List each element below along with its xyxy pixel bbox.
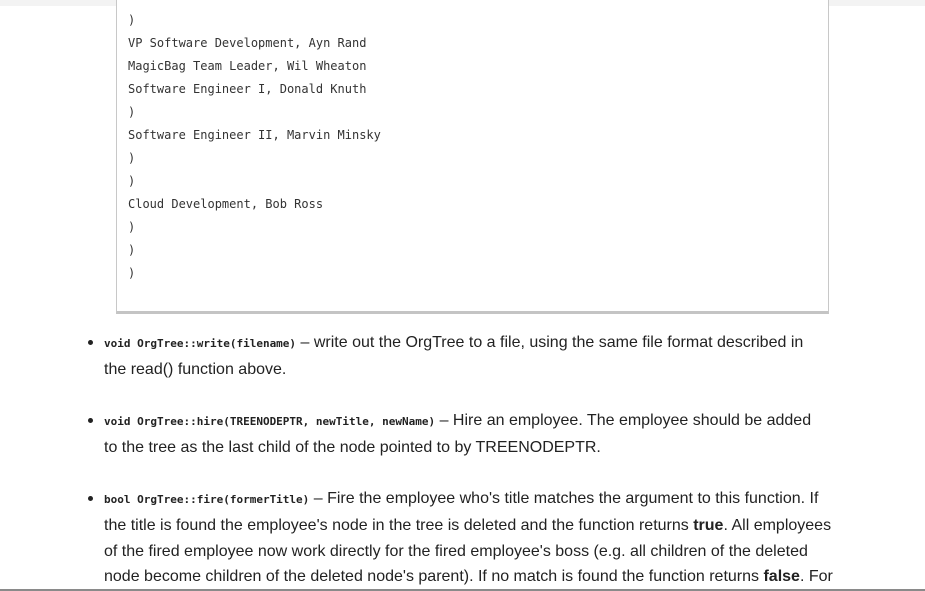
code-line: ) — [128, 105, 136, 119]
code-line: ) — [128, 151, 136, 165]
code-line: ) — [128, 220, 136, 234]
write-description-line2: the read() function above. — [104, 361, 287, 378]
code-line: VP Software Development, Ayn Rand — [128, 36, 367, 50]
code-line: ) — [128, 266, 136, 280]
true-keyword: true — [693, 517, 724, 534]
write-signature: void OrgTree::write(filename) — [104, 337, 297, 350]
fire-description-line2 — [104, 513, 844, 539]
write-description-line1 — [104, 330, 844, 357]
hire-description-line2: to the tree as the last child of the node pointed to by TREENODEPTR. — [104, 439, 601, 456]
fire-description-line4 — [104, 564, 844, 590]
code-line: ) — [128, 13, 136, 27]
fire-signature: bool OrgTree::fire(formerTitle) — [104, 493, 310, 506]
fire-text: the title is found the employee's node in the tree is deleted and the function returns — [104, 517, 694, 534]
fire-text: – Fire the employee who's title matches the argument to this function. If — [309, 490, 819, 507]
code-line: Software Engineer II, Marvin Minsky — [128, 128, 381, 142]
hire-text: – Hire an employee. The employee should be added — [435, 412, 812, 429]
code-line: MagicBag Team Leader, Wil Wheaton — [128, 59, 367, 73]
fire-text: . All employees — [723, 517, 832, 534]
code-line: Software Engineer I, Donald Knuth — [128, 82, 367, 96]
false-keyword: false — [763, 568, 800, 585]
fire-description-line1 — [104, 486, 844, 513]
fire-text: . For — [799, 568, 833, 585]
hire-description-line1 — [104, 408, 844, 435]
code-line: ) — [128, 174, 136, 188]
write-text: – write out the OrgTree to a file, using the same file format described in — [296, 334, 804, 351]
bullet-dot — [88, 340, 93, 345]
code-line: ) — [128, 243, 136, 257]
bullet-dot — [88, 496, 93, 501]
code-line: Cloud Development, Bob Ross — [128, 197, 324, 211]
fire-text: node become children of the deleted node's parent). If no match is found the function returns — [104, 568, 764, 585]
bullet-dot — [88, 418, 93, 423]
hire-signature: void OrgTree::hire(TREENODEPTR, newTitle, newName) — [104, 415, 436, 428]
fire-description-line3: of the fired employee now work directly for the fired employee's boss (e.g. all children of the deleted — [104, 543, 808, 560]
